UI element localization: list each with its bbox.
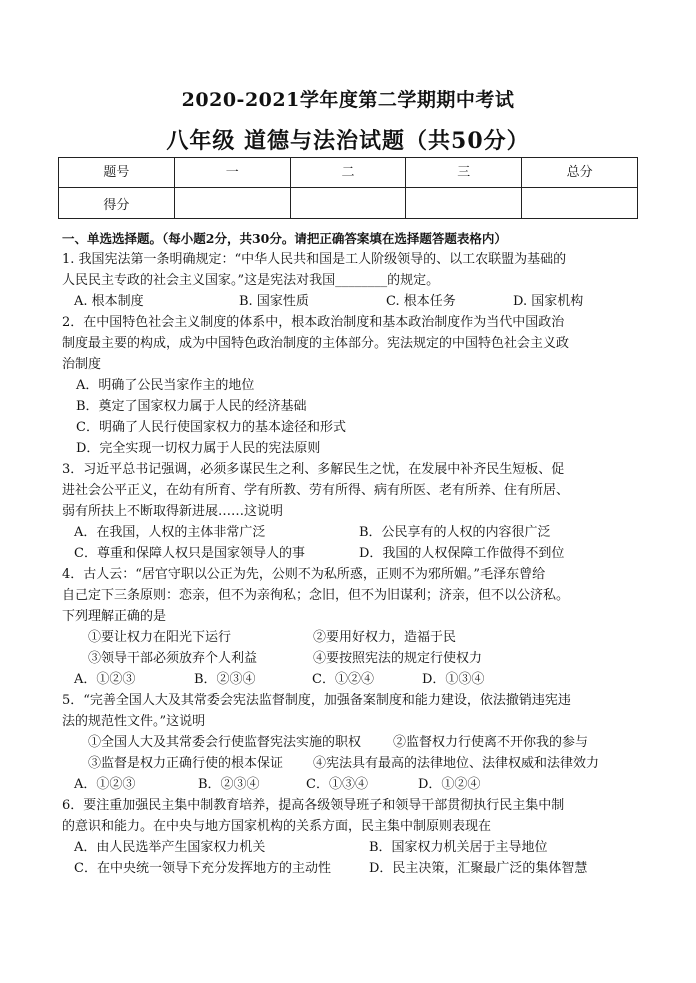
score-cell[interactable]	[522, 188, 638, 219]
option-b: B. 国家性质	[239, 294, 309, 309]
statement-1: ①全国人大及其常委会行使监督宪法实施的职权	[88, 735, 362, 750]
option-d: D．民主决策，汇聚最广泛的集体智慧	[369, 861, 588, 876]
option-b: B．国家权力机关居于主导地位	[369, 840, 548, 855]
statement-1: ①要让权力在阳光下运行	[88, 630, 232, 645]
question-4-line: 下列理解正确的是	[62, 609, 167, 624]
score-header-cell: 一	[174, 158, 290, 188]
question-5-line: 5．“完善全国人大及其常委会宪法监督制度，加强备案制度和能力建设，依法撤销违宪违	[62, 693, 571, 708]
score-header-cell: 总分	[522, 158, 638, 188]
option-a: A．①②③	[74, 672, 136, 687]
option-d: D．我国的人权保障工作做得不到位	[359, 546, 565, 561]
question-5-line: 法的规范性文件。”这说明	[62, 714, 206, 729]
question-6-line: 6．要注重加强民主集中制教育培养，提高各级领导班子和领导干部贯彻执行民主集中制	[62, 798, 565, 813]
question-1-options	[62, 291, 642, 312]
score-header-cell: 二	[290, 158, 406, 188]
score-table-header-row	[59, 158, 638, 188]
option-c: C. 根本任务	[386, 294, 456, 309]
question-4-statements	[62, 648, 642, 669]
option-d: D．①③④	[422, 672, 485, 687]
score-table-row	[59, 188, 638, 219]
option-c: C．①③④	[306, 777, 368, 792]
option-a: A．由人民选举产生国家权力机关	[74, 840, 266, 855]
question-4-statements	[62, 627, 642, 648]
question-6-options	[62, 858, 642, 879]
question-3-line: 进社会公平正义，在幼有所育、学有所教、劳有所得、病有所医、老有所养、住有所居、	[62, 483, 570, 498]
score-header-cell: 题号	[59, 158, 175, 188]
option-a: A．在我国，人权的主体非常广泛	[74, 525, 266, 540]
question-6-line: 的意识和能力。在中央与地方国家机构的关系方面，民主集中制原则表现在	[62, 819, 492, 834]
statement-3: ③领导干部必须放弃个人利益	[88, 651, 258, 666]
option-d: D．完全实现一切权力属于人民的宪法原则	[76, 441, 321, 456]
score-table	[58, 157, 638, 219]
option-a: A．明确了公民当家作主的地位	[76, 378, 255, 393]
question-2-line: 2．在中国特色社会主义制度的体系中，根本政治制度和基本政治制度作为当代中国政治	[62, 315, 565, 330]
option-b: B．②③④	[194, 672, 256, 687]
statement-4: ④要按照宪法的规定行使权力	[313, 651, 483, 666]
question-4-options	[62, 669, 642, 690]
option-a: A. 根本制度	[74, 294, 144, 309]
option-d: D. 国家机构	[513, 294, 584, 309]
option-c: C．①②④	[312, 672, 374, 687]
option-b: B．奠定了国家权力属于人民的经济基础	[76, 399, 307, 414]
question-3-line: 弱有所扶上不断取得新进展……这说明	[62, 504, 284, 519]
score-cell[interactable]	[290, 188, 406, 219]
option-c: C．尊重和保障人权只是国家领导人的事	[74, 546, 305, 561]
section-heading: 一、单选选择题。（每小题2分，共30分。请把正确答案填在选择题答题表格内）	[62, 231, 507, 246]
statement-2: ②要用好权力，造福于民	[313, 630, 457, 645]
question-2-line: 制度最主要的构成，成为中国特色政治制度的主体部分。宪法规定的中国特色社会主义政	[62, 336, 570, 351]
option-c: C．在中央统一领导下充分发挥地方的主动性	[74, 861, 331, 876]
question-1-line: 1. 我国宪法第一条明确规定：“中华人民共和国是工人阶级领导的、以工农联盟为基础的	[62, 252, 567, 267]
question-2-line: 治制度	[62, 357, 102, 372]
question-5-options	[62, 774, 642, 795]
statement-3: ③监督是权力正确行使的根本保证	[88, 756, 284, 771]
score-cell[interactable]	[174, 188, 290, 219]
question-3-options	[62, 543, 642, 564]
statement-2: ②监督权力行使离不开你我的参与	[393, 735, 589, 750]
question-5-statements	[62, 753, 642, 774]
question-3-options	[62, 522, 642, 543]
score-header-cell: 三	[406, 158, 522, 188]
question-content	[62, 228, 642, 879]
option-b: B．②③④	[198, 777, 260, 792]
option-c: C．明确了人民行使国家权力的基本途径和形式	[76, 420, 346, 435]
score-row-label: 得分	[59, 188, 175, 219]
statement-4: ④宪法具有最高的法律地位、法律权威和法律效力	[313, 756, 600, 771]
question-6-options	[62, 837, 642, 858]
option-d: D．①②④	[418, 777, 481, 792]
exam-subtitle: 八年级 道德与法治试题（共50分）	[166, 128, 530, 154]
question-4-line: 4．古人云：“居官守职以公正为先，公则不为私所惑，正则不为邪所媚。”毛泽东曾给	[62, 567, 546, 582]
option-b: B．公民享有的人权的内容很广泛	[359, 525, 551, 540]
question-5-statements	[62, 732, 642, 753]
question-4-line: 自己定下三条原则：恋亲，但不为亲徇私；念旧，但不为旧谋利；济亲，但不以公济私。	[62, 588, 570, 603]
option-a: A．①②③	[74, 777, 136, 792]
score-cell[interactable]	[406, 188, 522, 219]
question-3-line: 3．习近平总书记强调，必须多谋民生之利、多解民生之忧，在发展中补齐民生短板、促	[62, 462, 565, 477]
exam-title: 2020-2021学年度第二学期期中考试	[181, 89, 515, 111]
question-1-line: 人民民主专政的社会主义国家。”这是宪法对我国________的规定。	[62, 273, 440, 288]
